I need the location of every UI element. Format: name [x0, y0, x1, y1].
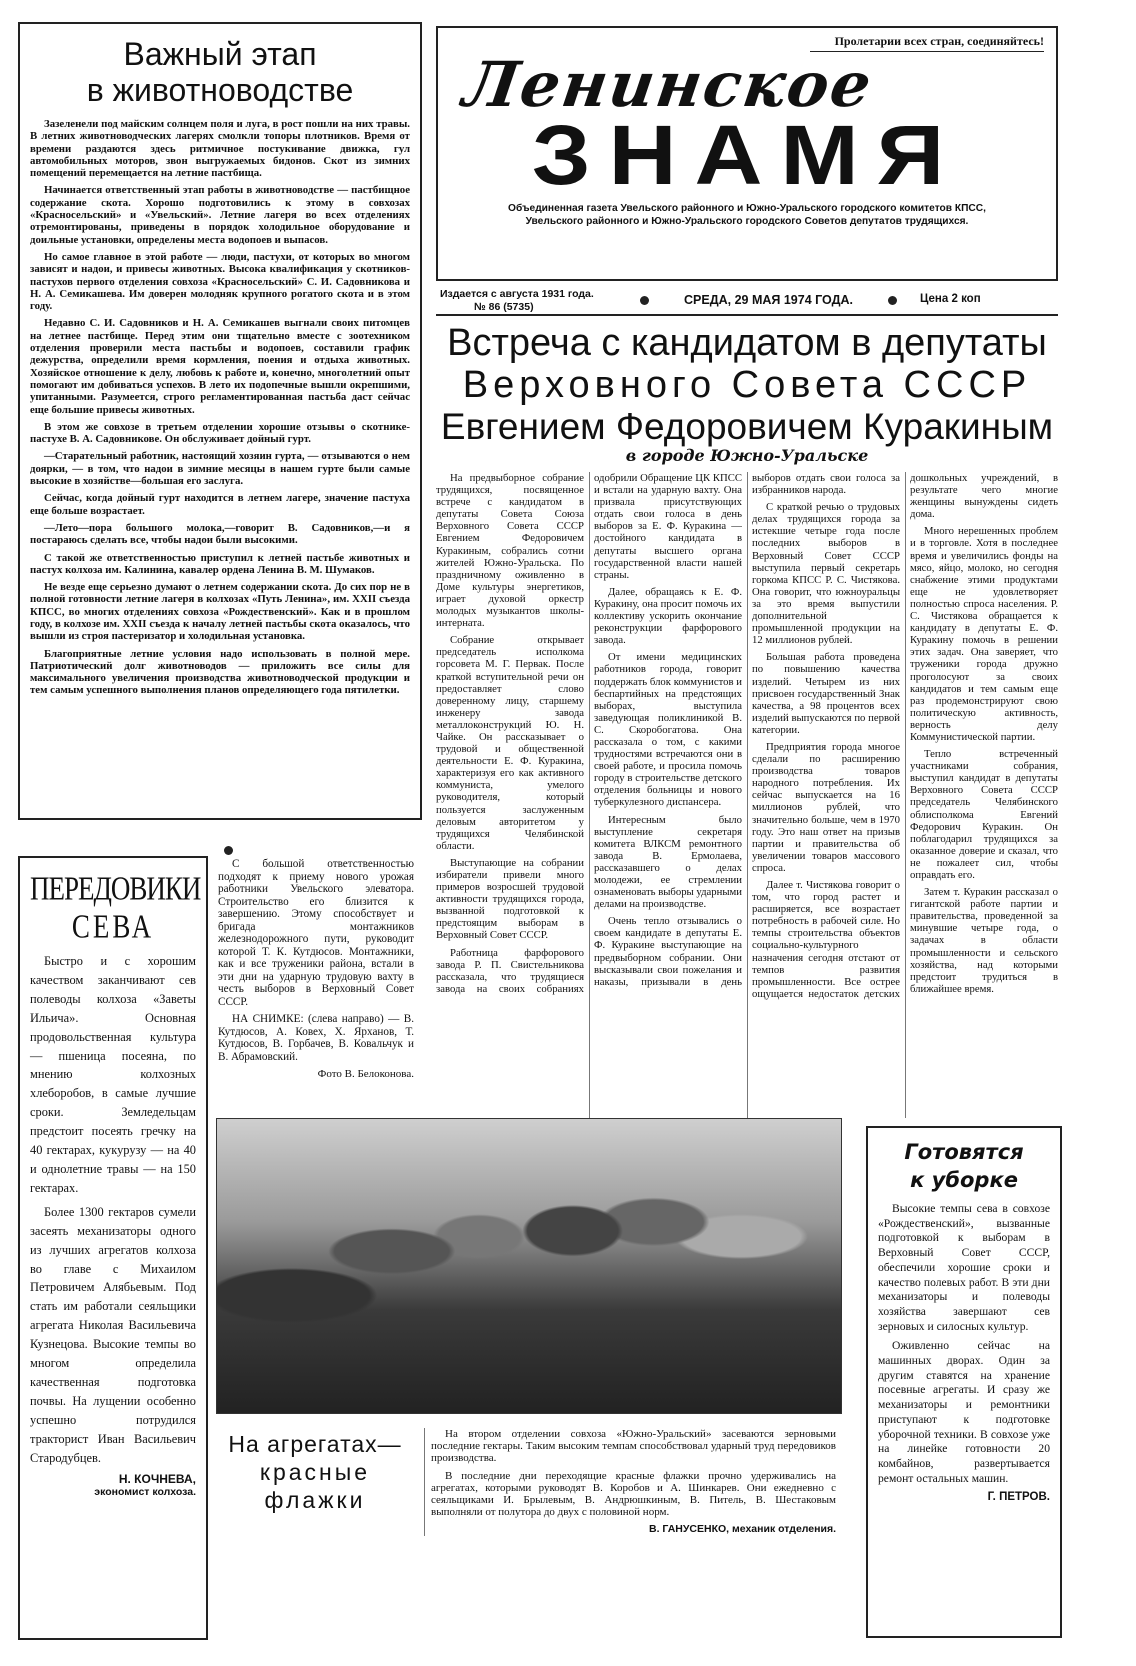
masthead: [436, 26, 1058, 281]
paragraph: Сейчас, когда дойный гурт находится в летнем лагере, значение пастуха еще больше возрастает.: [30, 492, 410, 517]
paragraph: Очень тепло отзывались о своем кандидате в депутаты Е. Ф. Куракине выступающие на предвыборном собрании. Они высказывали свои пожелания и наказы, призывали в день выборов отдать свои голоса за избранников народа.: [594, 472, 900, 988]
issue-date: СРЕДА, 29 МАЯ 1974 ГОДА.: [684, 293, 854, 307]
paragraph: Далее, обращаясь к Е. Ф. Куракину, она просит помочь их коллективу ускорить окончание реконструкции фарфорового завода.: [594, 585, 742, 647]
paragraph: С такой же ответственностью приступил к летней пастьбе животных и пастух колхоза им. Калинина, кавалер ордена Ленина В. М. Шумаков.: [30, 551, 410, 576]
paragraph: Интересным было выступление секретаря комитета ВЛКСМ ремонтного завода В. Ермолаева, рассказавшего о делах молодежи, ее стремлении ознаменовать выборы ударными делами на производстве.: [594, 813, 742, 911]
gotovyatsya-article: [866, 1126, 1062, 1638]
paragraph: Большая работа проведена по повышению качества изделий. Четырем из них присвоен государственный Знак качества, а 98 процентов всех изделий выпускаются по первой категории.: [752, 651, 900, 736]
author: Г. ПЕТРОВ.: [987, 1491, 1050, 1504]
newspaper-title-line1: Ленинское: [458, 48, 878, 121]
paragraph: Собрание открывает председатель исполкома горсовета М. Г. Первак. После краткой вступительной речи он предоставляет слово доверенному лицу, старшему инженеру завода металлоконструкций Ю. Н. Чайке. Он рассказывает о трудовой и общественной деятельности Е. Ф. Куракина, характеризуя его как активного коммуниста, умелого руководителя, который пользуется заслуженным деловым авторитетом у трудящихся Челябинской области.: [436, 634, 584, 852]
paragraph: Более 1300 гектаров сумели засеять механизаторы одного из лучших агрегатов колхоза во главе с Михаилом Петровичем Алябьевым. Под стать им работали сеяльщики агрегата Николая Васильевича Кузнецова. Высокие темпы во многом определила качественная подготовка почвы. На лущении особенно успешно потрудился тракторист Иван Васильевич Стародубцев.: [30, 1204, 196, 1465]
paragraph: Далее т. Чистякова говорит о том, что город растет и расширяется, все возрастает потребность в рабочей силе. Но темпы строительства объектов социально-культурного назначения сегодня отстают от темпов развития промышленности. Все острее ощущается недостаток детских дошкольных учреждений, в результате чего многие женщины вынуждены сидеть дома.: [752, 472, 1058, 1000]
paragraph: Работница фарфорового завода Р. П. Свистельникова рассказала, что трудящиеся завода на своих собраниях одобрили Обращение ЦК КПСС и встали на ударную вахту. Она призвала присутствующих отдать свои голоса в день выборов за Е. Ф. Куракина — достойного кандидата в депутаты высшего органа государственной власти нашей страны.: [436, 472, 742, 995]
paragraph: Быстро и с хорошим качеством заканчивают сев полеводы колхоза «Заветы Ильича». Основная продовольственная культура — пшеница посеяна, по мнению колхозных хлеборобов, в самые лучшие сроки. Земледельцам предстоит посеять гречку на 40 гектарах, кукурузу — на 40 и однолетние травы — на 150 гектарах.: [30, 954, 196, 1195]
paragraph: В последние дни переходящие красные флажки прочно удерживались на агрегатах, которыми руководят В. Коробов и А. Шинкарев. Они ежедневно с сеяльщиками И. Брылевым, В. Андрюшкиным, В. Питель, В. Шестаковым выполняли от полутора до двух с половиной норм.: [431, 1469, 836, 1519]
main-headline: Встреча с кандидатом в депутаты Верховного Совета СССР Евгением Федоровичем Куракиным: [440, 322, 1054, 447]
paragraph: —Старательный работник, настоящий хозяин гурта, — отзываются о нем доярки, — в том, что надои в зимние месяцы в нашем гурте были самые высокие в хозяйстве—большая его заслуга.: [30, 450, 410, 488]
paragraph: На втором отделении совхоза «Южно-Уральский» засеваются зерновыми последние гектары. Таким высоким темпам способствовал ударный труд передовиков производства.: [431, 1428, 836, 1465]
paragraph: Не везде еще серьезно думают о летнем содержании скота. До сих пор не в полной готовности летние лагеря в колхозах «Путь Ленина», им. XXII съезда КПСС, во многих отделениях совхоза «Рождественский». Как и в прошлом году, в колхозе им. XXII съезда к началу летней пастьбы скота оказалось, что вышли из строя пастеризатор и холодильная установка.: [30, 581, 410, 643]
motto: Пролетарии всех стран, соединяйтесь!: [810, 34, 1044, 52]
bullet-icon: [888, 296, 897, 305]
agregaty-title: На агрегатах— красные флажки: [228, 1431, 402, 1513]
paragraph: НА СНИМКЕ: (слева направо) — В. Кутдюсов, А. Ковех, Х. Ярханов, Т. Кутдюсов, В. Горбачев, В. Ковальчук и В. Абрамовский.: [218, 1013, 414, 1063]
photo-credit: Фото В. Белоконова.: [317, 1068, 414, 1080]
caption-bullet-icon: [224, 846, 233, 855]
paragraph: С большой ответственностью подходят к приему нового урожая работники Увельского элеватора. Строительство его близится к завершению. Этому способствует и бригада монтажников железнодорожного пути, руководит которой Т. К. Кутдюсов. Монтажники, как и все труженики района, встали в эти дни на ударную трудовую вахту в честь выборов в Верховный Совет СССР.: [218, 858, 414, 1008]
peredoviki-title: ПЕРЕДОВИКИ СЕВА: [30, 869, 201, 945]
paragraph: Выступающие на собрании избиратели привели много примеров возросшей трудовой активности трудящихся города, вызванной подготовкой к предстоящим выборам в Верховный Совет СССР.: [436, 856, 584, 942]
agregaty-body: [424, 1428, 836, 1536]
photo-caption: [218, 858, 414, 1081]
paragraph: Затем т. Куракин рассказал о гигантской работе партии и правительства, проведенной за минувшие четыре года, о задачах в области промышленности и сельского хозяйства, над которыми предстоит трудиться в ближайшее время.: [910, 886, 1058, 995]
founded-text: Издается с августа 1931 года.: [440, 288, 594, 300]
paragraph: С краткой речью о трудовых делах трудящихся города за истекшие четыре года после последних выборов в Верховный Совет СССР выступила первый секретарь горкома КПСС Р. С. Чистякова. Она говорит, что южноуральцы за это время выпустили дополнительной промышленной продукции на 12 миллионов рублей.: [752, 501, 900, 647]
main-subhead: в городе Южно-Уральске: [625, 446, 869, 465]
paragraph: Недавно С. И. Садовников и Н. А. Семикашев выгнали своих питомцев на летнее пастбище. Перед этим они тщательно вместе с зоотехником отделения проверили места пастьбы и водопоев, составили график дежурства, определили время кормления, поения и отдыха животных. Хозяйское отношение к делу, любовь к работе и, конечно, многолетний опыт помогают им добиваться успехов. В лето их подопечные вышли окрепшими, упитанными. Разумеется, строго регламентированная пастьба даст сейчас еще большие привесы животных.: [30, 317, 410, 416]
paragraph: На предвыборное собрание трудящихся, посвященное встрече с кандидатом в депутаты Совета Союза Верховного Совета СССР Евгением Федоровичем Куракиным, собрались сотни жителей Южно-Уральска. По праздничному оживленно в Доме культуры энергетиков, играет духовой оркестр молодых музыкантов школы-интерната.: [436, 472, 584, 630]
issue-number: № 86 (5735): [474, 301, 534, 313]
paragraph: От имени медицинских работников города, говорит поддержать блок коммунистов и беспартийных на предстоящих выборах, выступила заведующая поликлиникой В. С. Скоробогатова. Она рассказала о том, с какими трудностями встречаются они в своей работе, и просила помочь городу в строительстве детского отделения больницы и нового туберкулезного диспансера.: [594, 651, 742, 809]
paragraph: Много нерешенных проблем и в торговле. Хотя в последнее время и увеличились фонды на мясо, яйцо, молоко, но сегодня снабжение этими продуктами еще не удовлетворяет полностью спроса населения. Р. С. Чистякова обращается к кандидату в депутаты Е. Ф. Куракину помочь в решении этих задач. Она заверяет, что труженики города дружно проголосуют за своих кандидатов и тем самым еще раз продемонстрируют свою политическую активность, верность делу Коммунистической партии.: [910, 525, 1058, 743]
paragraph: Благоприятные летние условия надо использовать в полной мере. Патриотический долг животноводов — приложить все силы для максимального увеличения производства животноводческой продукции и тем самым успешного выполнения планов определяющего года пятилетки.: [30, 647, 410, 697]
paragraph: Тепло встреченный участниками собрания, выступил кандидат в депутаты Верховного Совета СССР председатель Челябинского облисполкома Евгений Федорович Куракин. Он поблагодарил трудящихся за оказанное доверие и сказал, что не пожалеет сил, чтобы оправдать его.: [910, 748, 1058, 881]
peredoviki-body: [30, 952, 196, 1467]
main-article-body: [436, 472, 1058, 1118]
author: В. ГАНУСЕНКО, механик отделения.: [649, 1523, 836, 1536]
paragraph: Начинается ответственный этап работы в животноводстве — пастбищное содержание скота. Хорошо подготовились к этому в совхозах «Красносельский» и «Увельский». Летние лагеря во всех отделениях отремонтированы, приведены в порядок холодильное оборудование и доильные установки, определены места водопоев и выпасов.: [30, 184, 410, 246]
paragraph: —Лето—пора большого молока,—говорит В. Садовников,—и я постараюсь сделать все, чтобы надои были высокими.: [30, 521, 410, 547]
paragraph: Предприятия города многое сделали по расширению производства товаров народного потребления. Их сейчас выпускается на 16 миллионов рублей, что значительно больше, чем в 1970 году. Это наш ответ на призыв партии и правительства об увеличении товаров массового спроса.: [752, 740, 900, 874]
paragraph: Оживленно сейчас на машинных дворах. Один за другим ставятся на хранение посевные агрегаты. И сразу же механизаторы и ремонтники приступают к подготовке уборочной техники. В совхозе уже на линейке готовности 20 комбайнов, развертывается ремонт остальных машин.: [878, 1339, 1050, 1485]
left-article: [18, 22, 422, 820]
paragraph: В этом же совхозе в третьем отделении хорошие отзывы о скотнике-пастухе В. А. Садовникове. Он обслуживает дойный гурт.: [30, 420, 410, 446]
left-article-title: Важный этап в животноводстве: [86, 36, 354, 108]
gotovyatsya-body: [878, 1202, 1050, 1486]
photo-icon: [216, 1118, 842, 1414]
paragraph: Зазеленели под майским солнцем поля и луга, в рост пошли на них травы. В летних животноводческих лагерях смолкли топоры плотников. Время от времени раздаются здесь ритмичное постукивание движка, гул автомобильных моторов, звон выгружаемых бидонов. Скот из зимних помещений перемещается на летние пастбища.: [30, 118, 410, 180]
author: Н. КОЧНЕВА,: [118, 1472, 196, 1487]
masthead-subtitle: Объединенная газета Увельского районного и Южно-Уральского городского комитетов КПСС, Увельского районного и Южно-Уральского городского Советов депутатов трудящихся.: [508, 203, 986, 227]
paragraph: Но самое главное в этой работе — люди, пастухи, от которых во многом зависят и надои, и привесы животных. Высока квалификация у скотников-пастухов первого отделения совхоза «Красносельский» С. И. Садовникова и Н. А. Семикашева. Им доверен молодняк крупного рогатого скота и в этом году.: [30, 250, 410, 313]
peredoviki-article: [18, 856, 208, 1640]
newspaper-title-line2: ЗНАМЯ: [531, 108, 963, 202]
paragraph: Высокие темпы сева в совхозе «Рождественский», вызванные подготовкой к выборам в Верховный Совет СССР, обеспечили хорошие сроки и качество полевых работ. В эти дни механизаторы и полеводы хозяйства завершают сев зерновых и силосных культур.: [878, 1202, 1050, 1333]
issue-info-bar: [436, 288, 1058, 316]
gotovyatsya-title: Готовятся к уборке: [904, 1140, 1024, 1192]
author-role: экономист колхоза.: [94, 1486, 196, 1499]
left-article-body: [30, 118, 410, 697]
price: Цена 2 коп: [920, 293, 981, 305]
bullet-icon: [640, 296, 649, 305]
